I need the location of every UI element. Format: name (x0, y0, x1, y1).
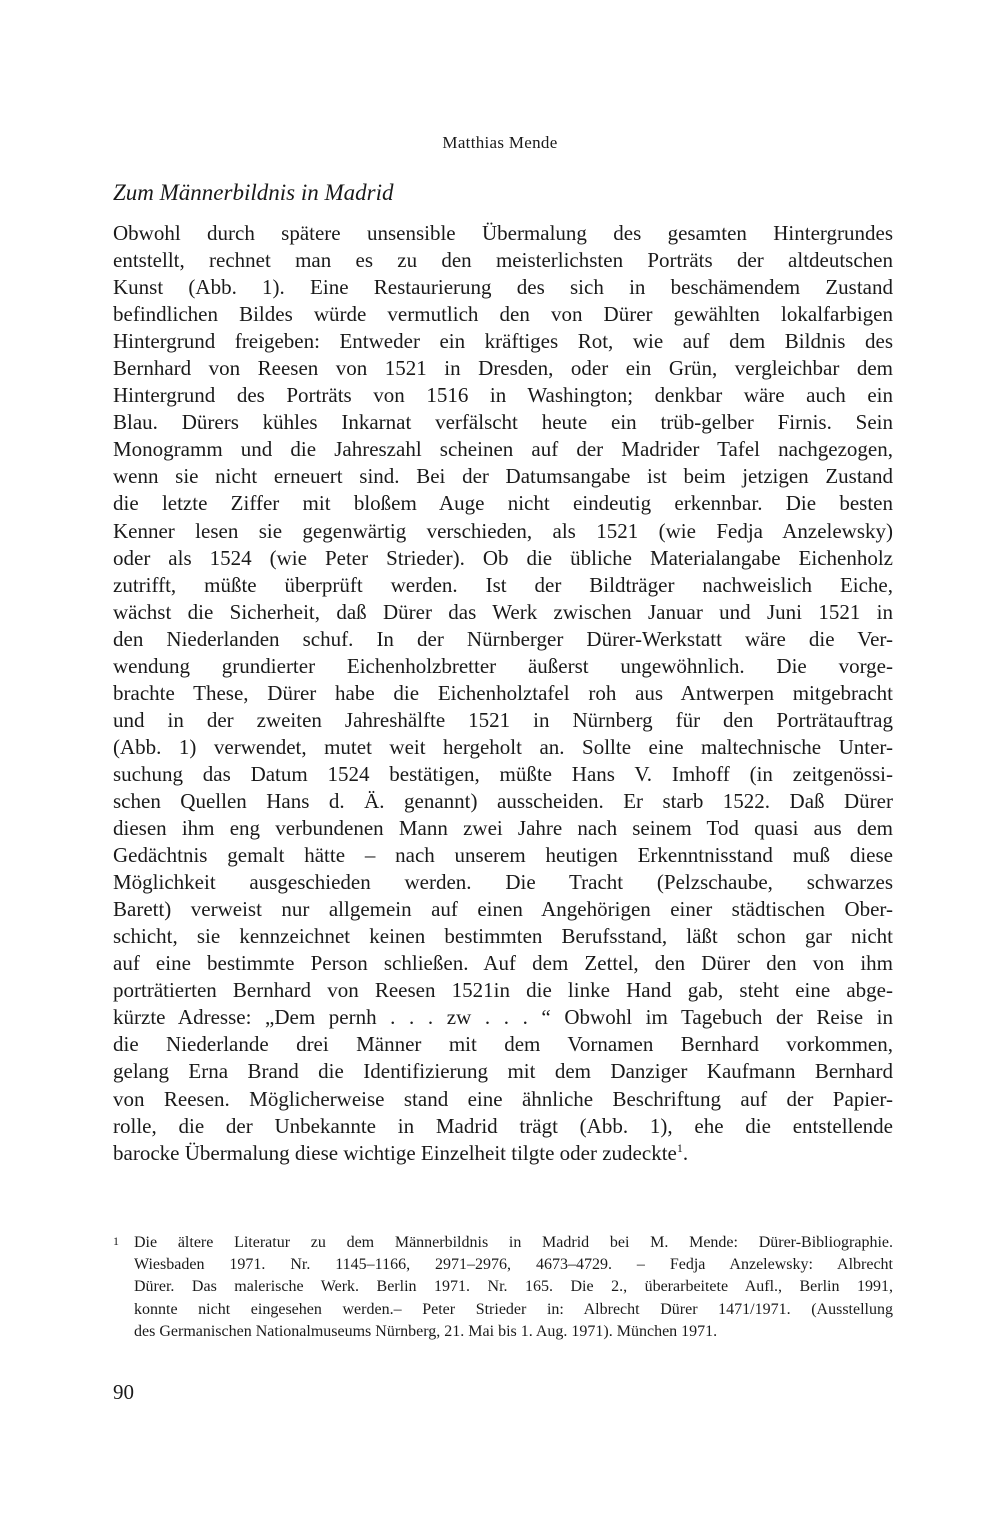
text-line: Obwohl durch spätere unsensible Übermalung des gesamten Hintergrundes (113, 221, 893, 245)
text-line: Monogramm und die Jahreszahl scheinen auf der Madrider Tafel nachgezogen, (113, 437, 893, 462)
text-line: Hintergrund des Porträts von 1516 in Washington; denkbar wäre auch ein (113, 383, 893, 408)
text-line: Barett) verweist nur allgemein auf einen Angehörigen einer städtischen Ober- (113, 897, 893, 922)
text-line: Bernhard von Reesen von 1521 in Dresden, oder ein Grün, vergleichbar dem (113, 356, 893, 381)
text-line: Hintergrund freigeben: Entweder ein kräftiges Rot, wie auf dem Bildnis des (113, 329, 893, 354)
text-line: brachte These, Dürer habe die Eichenholztafel roh aus Antwerpen mitgebracht (113, 680, 893, 705)
text-line: den Niederlanden schuf. In der Nürnberger Dürer-Werkstatt wäre die Ver- (113, 626, 893, 651)
text-line: suchung das Datum 1524 bestätigen, müßte Hans V. Imhoff (in zeitgenössi- (113, 761, 893, 786)
text-line: und in der zweiten Jahreshälfte 1521 in Nürnberg für den Porträtauftrag (113, 707, 893, 732)
footnote-text (134, 1232, 893, 1343)
text-line: die Niederlande drei Männer mit dem Vornamen Bernhard vorkommen, (113, 1032, 893, 1057)
text-line: Kunst (Abb. 1). Eine Restaurierung des sich in beschämendem Zustand (113, 275, 893, 300)
text-line: Möglichkeit ausgeschieden werden. Die Tracht (Pelzschaube, schwarzes (113, 870, 893, 895)
footnote-marker: 1 (113, 1234, 119, 1248)
text-line: schicht, sie kennzeichnet keinen bestimmten Berufsstand, läßt schon gar nicht (113, 924, 893, 949)
footnote-line: Die ältere Literatur zu dem Männerbildnis in Madrid bei M. Mende: Dürer-Bibliographie. (134, 1234, 893, 1251)
text-line: auf eine bestimmte Person schließen. Auf dem Zettel, den Dürer den von ihm (113, 951, 893, 976)
text-line: gelang Erna Brand die Identifizierung mit dem Danziger Kaufmann Bernhard (113, 1059, 893, 1084)
footnote-line: konnte nicht eingesehen werden.– Peter Strieder in: Albrecht Dürer 1471/1971. (Ausstellung (134, 1300, 893, 1318)
text-line: von Reesen. Möglicherweise stand eine ähnliche Beschriftung auf der Papier- (113, 1086, 893, 1111)
text-line: rolle, die der Unbekannte in Madrid trägt (Abb. 1), ehe die entstellende (113, 1113, 893, 1138)
text-line: kürzte Adresse: „Dem pernh . . . zw . . . “ Obwohl im Tagebuch der Reise in (113, 1005, 893, 1030)
body-paragraph (113, 220, 893, 1167)
text-line: wendung grundierter Eichenholzbretter äußerst ungewöhnlich. Die vorge- (113, 653, 893, 678)
text-line: befindlichen Bildes würde vermutlich den von Dürer gewählten lokalfarbigen (113, 302, 893, 327)
text-line: diesen ihm eng verbundenen Mann zwei Jahre nach seinem Tod quasi aus dem (113, 816, 893, 841)
text-line: (Abb. 1) verwendet, mutet weit hergeholt an. Sollte eine maltechnische Unter- (113, 734, 893, 759)
footnote-line: Wiesbaden 1971. Nr. 1145–1166, 2971–2976, 4673–4729. – Fedja Anzelewsky: Albrecht (134, 1256, 893, 1274)
text-line-last: barocke Übermalung diese wichtige Einzelheit tilgte oder zudeckte$^1$. (113, 1140, 689, 1165)
text-line: die letzte Ziffer mit bloßem Auge nicht eindeutig erkennbar. Die besten (113, 491, 893, 516)
text-line: zutrifft, müßte überprüft werden. Ist der Bildträger nachweislich Eiche, (113, 572, 893, 597)
text-line: porträtierten Bernhard von Reesen 1521in die linke Hand gab, steht eine abge- (113, 978, 893, 1003)
last-line-text: barocke Übermalung diese wichtige Einzelheit tilgte oder zudeckte (113, 1140, 677, 1165)
footnote-reference[interactable]: 1 (676, 1140, 683, 1155)
footnote-line: Dürer. Das malerische Werk. Berlin 1971. Nr. 165. Die 2., überarbeitete Aufl., Berlin 1991, (134, 1278, 893, 1296)
article-title: Zum Männerbildnis in Madrid (113, 180, 394, 205)
text-line: Kenner lesen sie gegenwärtig verschieden, als 1521 (wie Fedja Anzelewsky) (113, 518, 893, 543)
text-line: wenn sie nicht erneuert sind. Bei der Datumsangabe ist beim jetzigen Zustand (113, 464, 893, 489)
text-line: entstellt, rechnet man es zu den meisterlichsten Porträts der altdeutschen (113, 248, 893, 273)
text-line: oder als 1524 (wie Peter Strieder). Ob die übliche Materialangabe Eichenholz (113, 545, 893, 570)
text-line: Gedächtnis gemalt hätte – nach unserem heutigen Erkenntnisstand muß diese (113, 843, 893, 868)
footnote-line: des Germanischen Nationalmuseums Nürnberg, 21. Mai bis 1. Aug. 1971). München 1971. (134, 1322, 718, 1340)
text-line: wächst die Sicherheit, daß Dürer das Werk zwischen Januar und Juni 1521 in (113, 599, 893, 624)
text-line: Blau. Dürers kühles Inkarnat verfälscht heute ein trüb-gelber Firnis. Sein (113, 410, 893, 435)
text-line: schen Quellen Hans d. Ä. genannt) ausscheiden. Er starb 1522. Daß Dürer (113, 788, 893, 813)
running-header-author: Matthias Mende (442, 133, 558, 152)
page-number: 90 (113, 1380, 134, 1404)
